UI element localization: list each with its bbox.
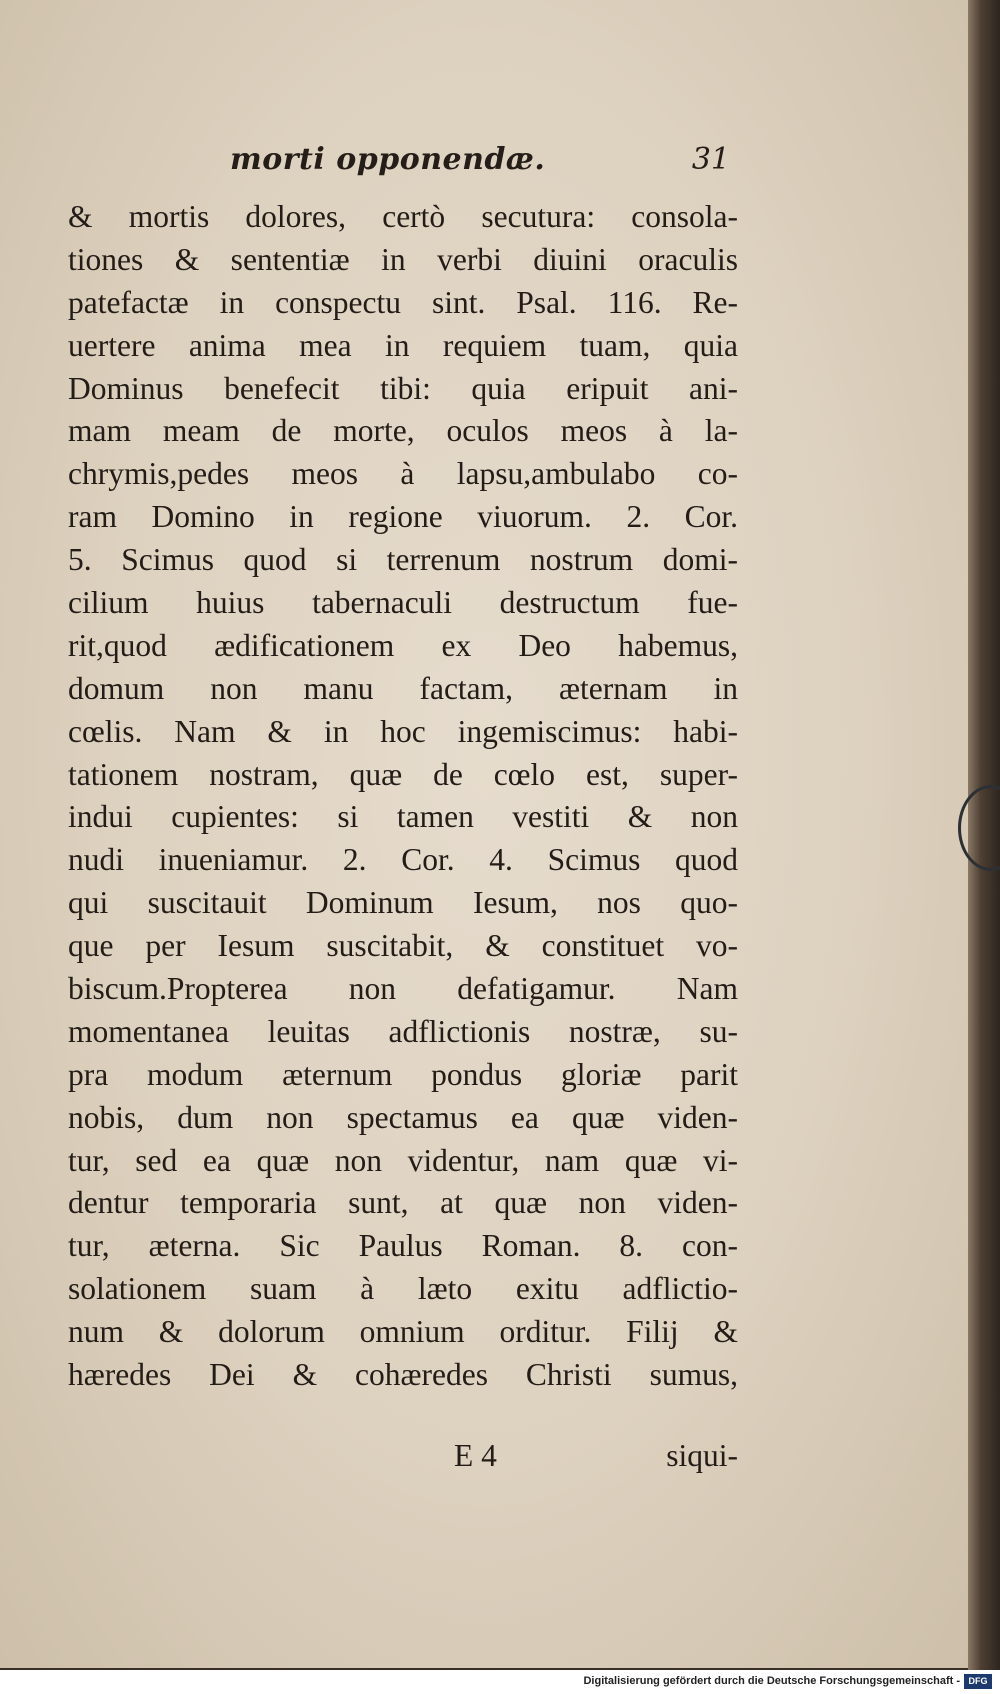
text-line: biscum.Propterea non defatigamur. Nam: [68, 971, 738, 1007]
text-line: tur, æterna. Sic Paulus Roman. 8. con-: [68, 1228, 738, 1264]
text-line: dentur temporaria sunt, at quæ non viden-: [68, 1185, 738, 1221]
text-line: nudi inueniamur. 2. Cor. 4. Scimus quod: [68, 842, 738, 878]
text-line: qui suscitauit Dominum Iesum, nos quo-: [68, 885, 738, 921]
page-header: [70, 142, 730, 186]
page-footer: [68, 1438, 738, 1484]
text-line: tationem nostram, quæ de cœlo est, super-: [68, 756, 738, 792]
signature-mark: E 4: [454, 1438, 497, 1473]
text-line: chrymis,pedes meos à lapsu,ambulabo co-: [68, 456, 738, 492]
funding-credit: Digitalisierung gefördert durch die Deutsche Forschungsgemeinschaft -: [583, 1675, 960, 1687]
page-number: 31: [691, 142, 730, 177]
text-line: rit,quod ædificationem ex Deo habemus,: [68, 627, 738, 663]
text-line: mam meam de morte, oculos meos à la-: [68, 413, 738, 449]
text-line: tur, sed ea quæ non videntur, nam quæ vi-: [68, 1142, 738, 1178]
text-line: uertere anima mea in requiem tuam, quia: [68, 327, 738, 363]
text-line: cilium huius tabernaculi destructum fue-: [68, 585, 738, 621]
running-head: morti opponendæ.: [230, 142, 546, 177]
text-line: pra modum æternum pondus gloriæ parit: [68, 1056, 738, 1092]
text-line: & mortis dolores, certò secutura: consola-: [68, 199, 738, 234]
text-line: hæredes Dei & cohæredes Christi sumus,: [68, 1357, 738, 1393]
text-line: momentanea leuitas adflictionis nostræ, su-: [68, 1013, 738, 1049]
text-line: indui cupientes: si tamen vestiti & non: [68, 799, 738, 835]
text-line: cœlis. Nam & in hoc ingemiscimus: habi-: [68, 713, 738, 749]
text-line: nobis, dum non spectamus ea quæ viden-: [68, 1099, 738, 1135]
text-line: que per Iesum suscitabit, & constituet vo-: [68, 928, 738, 964]
text-line: Dominus benefecit tibi: quia eripuit ani-: [68, 370, 738, 406]
dfg-logo-icon: DFG: [964, 1674, 992, 1689]
text-line: tiones & sententiæ in verbi diuini oraculis: [68, 241, 738, 277]
text-line: ram Domino in regione viuorum. 2. Cor.: [68, 499, 738, 535]
credit-bar: [0, 1670, 1000, 1694]
text-line: domum non manu factam, æternam in: [68, 670, 738, 706]
catchword: siqui-: [666, 1438, 738, 1473]
body-text: [68, 196, 738, 1397]
text-line: solationem suam à læto exitu adflictio-: [68, 1271, 738, 1307]
text-line: num & dolorum omnium orditur. Filij &: [68, 1314, 738, 1350]
text-line: patefactæ in conspectu sint. Psal. 116. Re-: [68, 284, 738, 320]
text-line: 5. Scimus quod si terrenum nostrum domi-: [68, 542, 738, 578]
